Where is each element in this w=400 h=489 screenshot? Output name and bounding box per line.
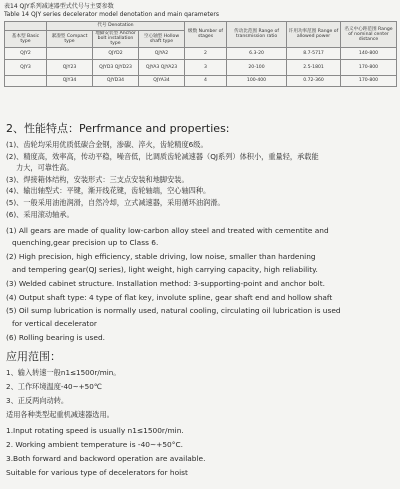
cell-anchor: QJYD3 QJYD23 (93, 59, 139, 75)
spec-table (4, 21, 397, 87)
usage-cn-line: 1、输入转速一般n1≤1500r/min。 (6, 368, 121, 377)
feature-en-line: (6) Rolling bearing is used. (6, 333, 105, 342)
table-row (5, 75, 397, 86)
cell-basic: QJY3 (5, 59, 47, 75)
features-title: 2、性能特点：Perfrmance and properties: (6, 122, 230, 135)
header-distance: 名义中心距范围 Range of nominal center distance (341, 22, 397, 48)
table-row (5, 47, 397, 59)
usage-en-line: Suitable for various type of decelerators for hoist (6, 468, 188, 477)
feature-cn-line: (1)、齿轮均采用优质低碳合金钢，渗碳、淬火，齿轮精度6级。 (6, 140, 208, 149)
feature-en-line: for vertical decelerator (12, 319, 97, 328)
usage-title: 应用范围： (6, 350, 61, 363)
cell-stages: 3 (185, 59, 227, 75)
feature-cn-line: (6)、采用滚动轴承。 (6, 210, 74, 219)
header-denotation: 代号 Denotation (47, 22, 185, 31)
header-hollow: 空心轴型 Hollow shaft type (139, 31, 185, 48)
cell-ratio: 100-400 (227, 75, 287, 86)
cell-stages: 4 (185, 75, 227, 86)
feature-cn-line: (5)、一般采用油池润滑，自然冷却，立式减速器，采用循环油润滑。 (6, 198, 225, 207)
feature-cn-line: (3)、焊接箱体结构，安装形式：三支点安装和地脚安装。 (6, 175, 189, 184)
usage-cn-line: 3、正反两向动转。 (6, 396, 69, 405)
table-row (5, 59, 397, 75)
cell-basic (5, 75, 47, 86)
cell-anchor: QJYD34 (93, 75, 139, 86)
cell-distance: 170-800 (341, 59, 397, 75)
cell-ratio: 6.3-20 (227, 47, 287, 59)
usage-cn-line: 适用各种类型起重机减速器选用。 (6, 410, 114, 419)
cell-ratio: 20-100 (227, 59, 287, 75)
feature-en-line: (1) All gears are made of quality low-carbon alloy steel and treated with cementite and (6, 226, 329, 235)
cell-hollow: QJYA3 QJYA23 (139, 59, 185, 75)
header-basic: 基本型 Basic type (5, 31, 47, 48)
usage-cn-line: 2、工作环境温度-40~+50℃ (6, 382, 102, 391)
cell-anchor: QJYD2 (93, 47, 139, 59)
cell-compact: QJY23 (47, 59, 93, 75)
cell-power: 2.5-1801 (287, 59, 341, 75)
header-ratio: 传动比范围 Range of transmission ratio (227, 22, 287, 48)
usage-en-line: 1.Input rotating speed is usually n1≤1500r/min. (6, 426, 184, 435)
cell-power: 0.72-360 (287, 75, 341, 86)
cell-hollow: QJYA34 (139, 75, 185, 86)
feature-en-line: (4) Output shaft type: 4 type of flat key, involute spline, gear shaft end and hollow shaft (6, 293, 333, 302)
feature-en-line: and tempering gear(QJ series), light weight, high carrying capacity, high reliability. (12, 265, 318, 274)
header-stages: 级数 Number of stages (185, 22, 227, 48)
cell-distance: 170-800 (341, 75, 397, 86)
feature-cn-line: 力大，可靠性高。 (16, 163, 74, 172)
cell-stages: 2 (185, 47, 227, 59)
feature-cn-line: (4)、输出轴型式：平键，渐开线花键，齿轮轴端，空心轴四种。 (6, 186, 211, 195)
header-power: 许用功率范围 Range of allowed power (287, 22, 341, 48)
header-blank (5, 22, 47, 31)
cell-distance: 140-800 (341, 47, 397, 59)
feature-en-line: (3) Welded cabinet structure. Installation method: 3-supporting-point and anchor bolt. (6, 279, 325, 288)
usage-en-line: 2. Working ambient temperature is -40~+50°C. (6, 440, 183, 449)
cell-power: 8.7-5717 (287, 47, 341, 59)
cell-compact: QJY34 (47, 75, 93, 86)
header-anchor: 地脚安装型 Anchor bolt installation type (93, 31, 139, 48)
feature-cn-line: (2)、精度高，效率高，传动平稳，噪音低，比调质齿轮减速器（QJ系列）体积小，重量轻，承载能 (6, 152, 319, 161)
table-caption-en: Table 14 QJY series decelerator model denotation and main qarameters (4, 11, 219, 18)
table-caption-cn: 表14 QJY系列减速器型式代号与主要参数 (4, 3, 114, 10)
cell-compact (47, 47, 93, 59)
feature-en-line: (5) Oil sump lubrication is normally used, natural cooling, circulating oil lubrication is used (6, 306, 341, 315)
feature-en-line: quenching,gear precision up to Class 6. (12, 238, 159, 247)
usage-en-line: 3.Both forward and backword operation are available. (6, 454, 206, 463)
cell-hollow: QJYA2 (139, 47, 185, 59)
cell-basic: QJY2 (5, 47, 47, 59)
feature-en-line: (2) High precision, high efficiency, stable driving, low noise, smaller than hardening (6, 252, 316, 261)
header-compact: 紧凑型 Compact type (47, 31, 93, 48)
